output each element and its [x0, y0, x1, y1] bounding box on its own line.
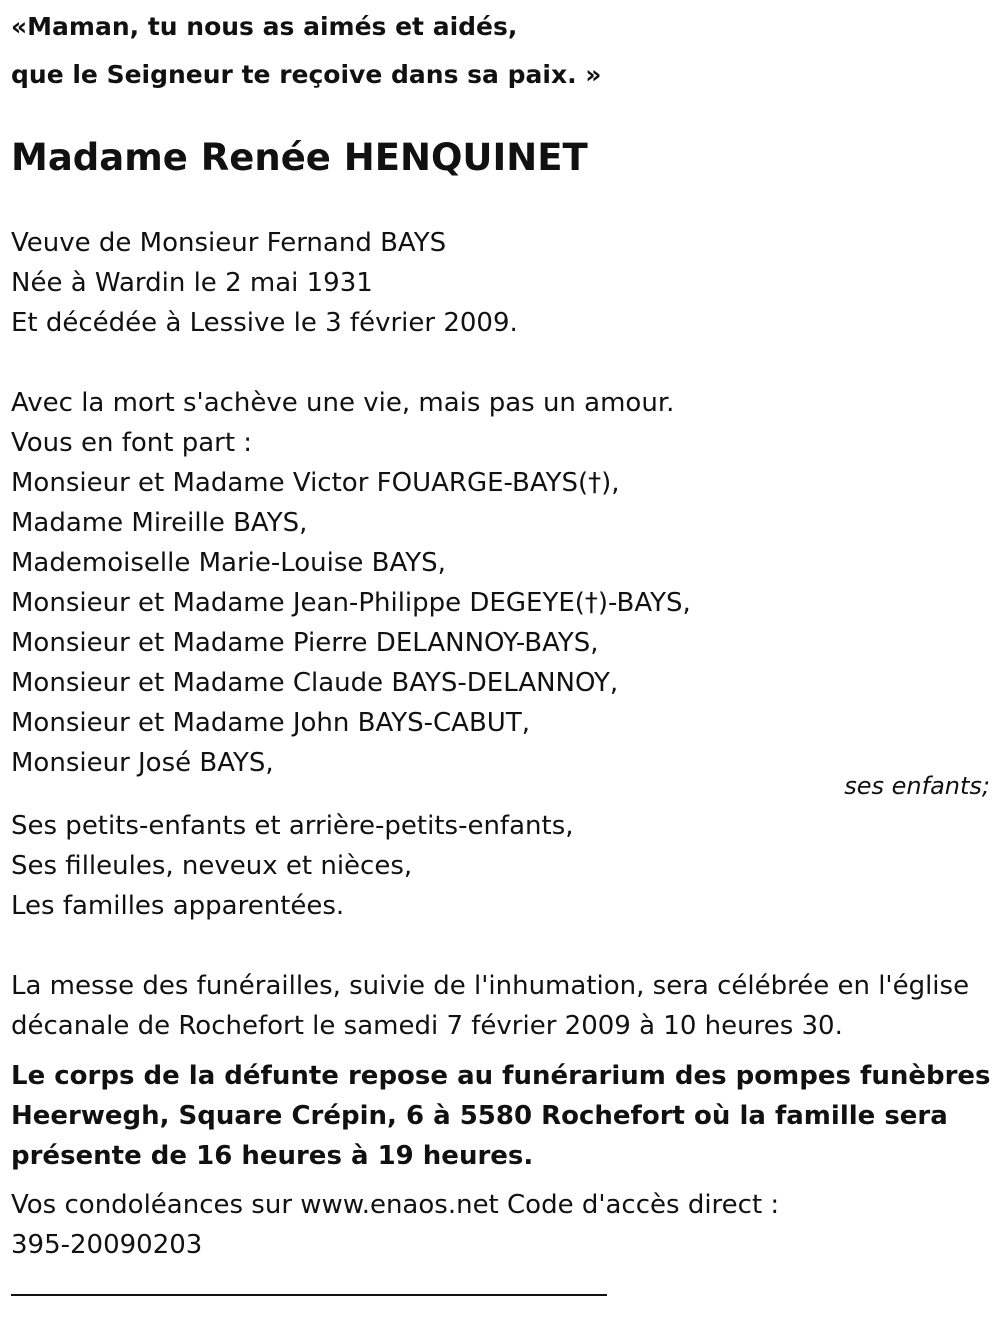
intro-line: Vous en font part :: [11, 428, 253, 458]
family-line: Ses filleules, neveux et nièces,: [11, 851, 413, 881]
child-line: Monsieur et Madame John BAYS-CABUT,: [11, 708, 530, 738]
intro-line: Avec la mort s'achève une vie, mais pas un amour.: [11, 388, 675, 418]
ceremony-line: La messe des funérailles, suivie de l'inhumation, sera célébrée en l'église: [11, 971, 970, 1001]
deceased-name: Madame Renée HENQUINET: [11, 136, 588, 179]
children-label: ses enfants;: [844, 772, 990, 800]
quote-line-1: «Maman, tu nous as aimés et aidés,: [11, 12, 518, 41]
detail-line: Et décédée à Lessive le 3 février 2009.: [11, 308, 518, 338]
child-line: Monsieur et Madame Claude BAYS-DELANNOY,: [11, 668, 619, 698]
family-line: Les familles apparentées.: [11, 891, 345, 921]
quote-line-2: que le Seigneur te reçoive dans sa paix. »: [11, 60, 602, 89]
child-line: Monsieur José BAYS,: [11, 748, 274, 778]
condolences-code: 395-20090203: [11, 1230, 203, 1260]
child-line: Monsieur et Madame Jean-Philippe DEGEYE(†)-BAYS,: [11, 588, 691, 618]
viewing-line: Heerwegh, Square Crépin, 6 à 5580 Rochefort où la famille sera: [11, 1101, 948, 1131]
condolences-line: Vos condoléances sur www.enaos.net Code d'accès direct :: [11, 1190, 780, 1220]
ceremony-line: décanale de Rochefort le samedi 7 février 2009 à 10 heures 30.: [11, 1011, 843, 1041]
viewing-line: présente de 16 heures à 19 heures.: [11, 1141, 534, 1171]
detail-line: Veuve de Monsieur Fernand BAYS: [11, 228, 447, 258]
child-line: Monsieur et Madame Victor FOUARGE-BAYS(†),: [11, 468, 620, 498]
viewing-line: Le corps de la défunte repose au funérarium des pompes funèbres: [11, 1061, 991, 1091]
child-line: Madame Mireille BAYS,: [11, 508, 308, 538]
family-line: Ses petits-enfants et arrière-petits-enfants,: [11, 811, 574, 841]
child-line: Monsieur et Madame Pierre DELANNOY-BAYS,: [11, 628, 599, 658]
child-line: Mademoiselle Marie-Louise BAYS,: [11, 548, 446, 578]
detail-line: Née à Wardin le 2 mai 1931: [11, 268, 373, 298]
separator-line: [11, 1294, 607, 1296]
